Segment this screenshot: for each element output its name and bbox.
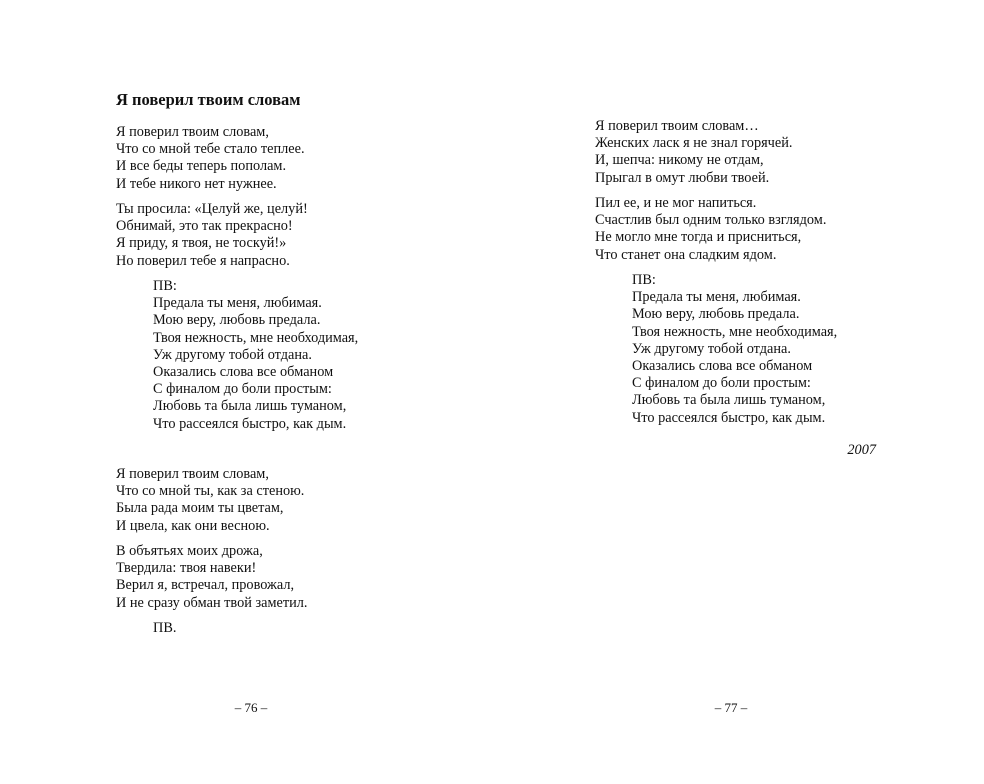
verse-line: Что рассеялся быстро, как дым. (632, 409, 826, 426)
verse-line: Любовь та была лишь туманом, (153, 398, 347, 415)
verse-line: И тебе никого нет нужнее. (116, 175, 277, 192)
verse-line: Предала ты меня, любимая. (153, 295, 322, 312)
verse-line: И, шепча: никому не отдам, (595, 152, 764, 169)
verse-line: Женских ласк я не знал горячей. (595, 135, 793, 152)
verse-line: Оказались слова все обманом (632, 357, 813, 374)
verse-line: С финалом до боли простым: (153, 381, 332, 398)
verse-line: С финалом до боли простым: (632, 375, 811, 392)
left-refrain-short (153, 620, 176, 637)
verse-line: Что со мной тебе стало теплее. (116, 141, 305, 158)
page-number-left: – 76 – (234, 700, 268, 715)
verse-line: Твердила: твоя навеки! (116, 560, 257, 577)
verse-line: Мою веру, любовь предала. (632, 306, 800, 323)
verse-line: Верил я, встречал, провожал, (116, 577, 295, 594)
right-refrain (632, 272, 837, 427)
verse-line: Твоя нежность, мне необходимая, (632, 323, 838, 340)
verse-line: Обнимай, это так прекрасно! (116, 218, 293, 235)
verse-line: Я поверил твоим словам… (595, 118, 759, 134)
verse-line: И все беды теперь пополам. (116, 158, 287, 175)
left-stanza-1 (116, 124, 305, 193)
refrain-label: ПВ: (153, 278, 177, 294)
left-stanza-4 (116, 543, 307, 612)
left-refrain (153, 278, 358, 433)
verse-line: Мою веру, любовь предала. (153, 312, 321, 329)
verse-line: Не могло мне тогда и присниться, (595, 229, 802, 246)
page-number-right: – 77 – (714, 700, 748, 715)
verse-line: Я приду, я твоя, не тоскуй!» (116, 235, 287, 252)
verse-line: Уж другому тобой отдана. (153, 346, 312, 363)
verse-line: Твоя нежность, мне необходимая, (153, 329, 359, 346)
right-stanza-2 (595, 195, 826, 264)
verse-line: Что рассеялся быстро, как дым. (153, 415, 347, 432)
refrain-label: ПВ. (153, 620, 177, 636)
verse-line: Прыгал в омут любви твоей. (595, 169, 770, 186)
verse-line: Счастлив был одним только взглядом. (595, 212, 827, 229)
verse-line: И не сразу обман твой заметил. (116, 594, 308, 611)
right-stanza-1 (595, 118, 792, 187)
verse-line: Пил ее, и не мог напиться. (595, 195, 757, 211)
left-stanza-3 (116, 466, 304, 535)
verse-line: И цвела, как они весною. (116, 517, 270, 534)
verse-line: Я поверил твоим словам, (116, 124, 269, 140)
verse-line: Была рада моим ты цветам, (116, 500, 284, 517)
poem-year: 2007 (847, 442, 876, 458)
refrain-label: ПВ: (632, 272, 656, 288)
verse-line: Ты просила: «Целуй же, целуй! (116, 201, 308, 217)
verse-line: Оказались слова все обманом (153, 363, 334, 380)
verse-line: Любовь та была лишь туманом, (632, 392, 826, 409)
verse-line: Предала ты меня, любимая. (632, 289, 801, 306)
verse-line: Я поверил твоим словам, (116, 466, 269, 482)
verse-line: Но поверил тебе я напрасно. (116, 252, 290, 269)
verse-line: Что станет она сладким ядом. (595, 246, 777, 263)
verse-line: В объятьях моих дрожа, (116, 543, 263, 559)
verse-line: Уж другому тобой отдана. (632, 340, 791, 357)
verse-line: Что со мной ты, как за стеною. (116, 483, 305, 500)
poem-title: Я поверил твоим словам (116, 90, 301, 109)
left-stanza-2 (116, 201, 308, 270)
